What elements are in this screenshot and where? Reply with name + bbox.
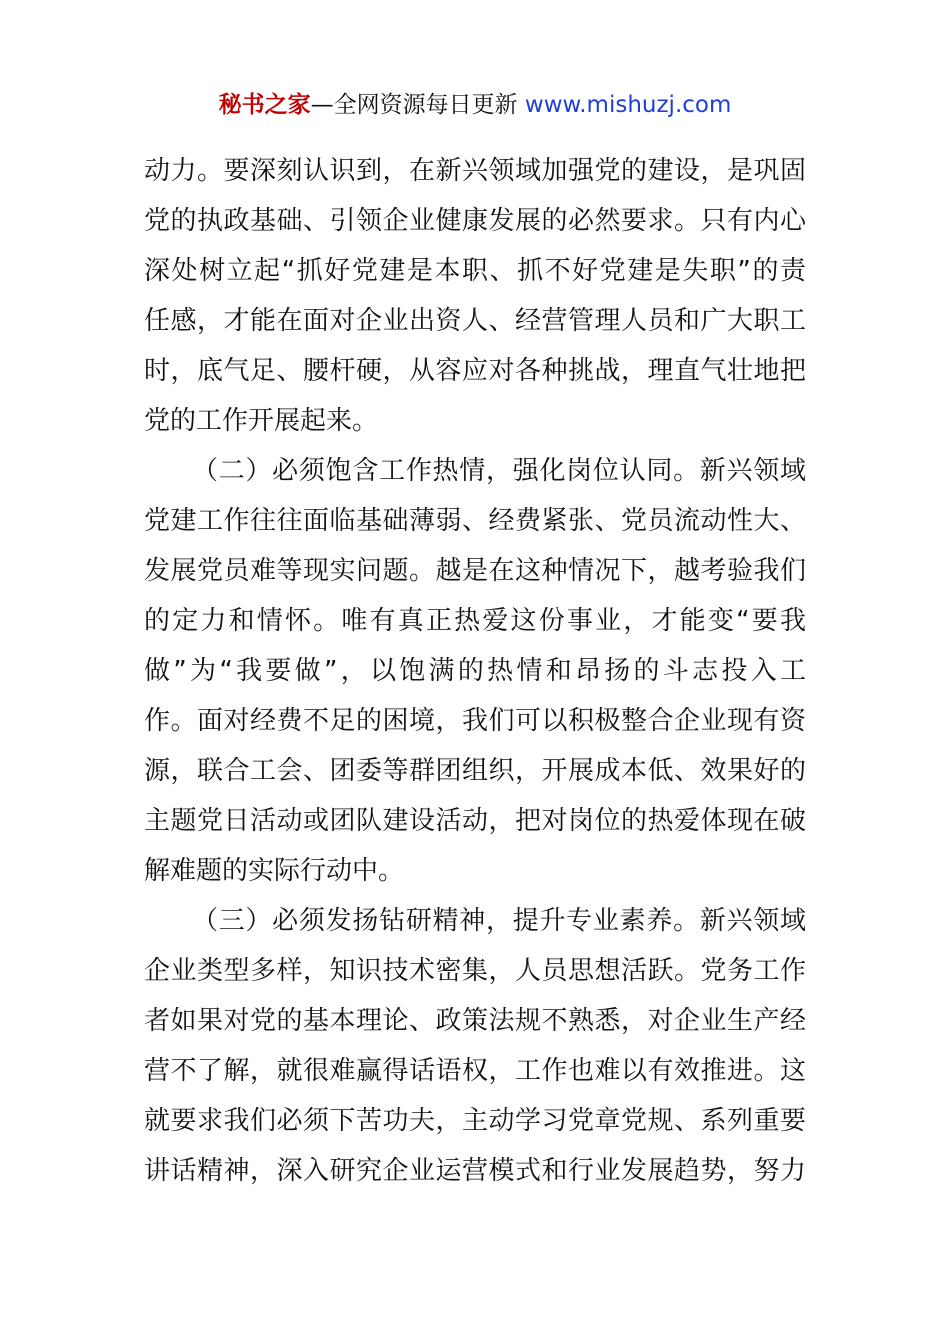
text-line: 就要求我们必须下苦功夫，主动学习党章党规、系列重要 [144, 1106, 806, 1136]
text-line: 动力。要深刻认识到，在新兴领域加强党的建设，是巩固 [144, 156, 806, 186]
text-line: 的定力和情怀。唯有真正热爱这份事业，才能变“要我 [144, 606, 806, 636]
brand-name: 秘书之家 [218, 92, 311, 118]
section-heading-line: （二）必须饱含工作热情，强化岗位认同。新兴领域 [192, 456, 806, 486]
text-line: 主题党日活动或团队建设活动，把对岗位的热爱体现在破 [144, 806, 806, 836]
text-line: 发展党员难等现实问题。越是在这种情况下，越考验我们 [144, 556, 806, 586]
header-tagline: —全网资源每日更新 [310, 92, 525, 118]
text-line: 党建工作往往面临基础薄弱、经费紧张、党员流动性大、 [144, 506, 806, 536]
text-line: 企业类型多样，知识技术密集，人员思想活跃。党务工作 [144, 956, 806, 986]
text-line: 党的执政基础、引领企业健康发展的必然要求。只有内心 [144, 206, 806, 236]
text-line: 党的工作开展起来。 [144, 406, 379, 436]
document-body [144, 146, 806, 1196]
text-line: 源，联合工会、团委等群团组织，开展成本低、效果好的 [144, 756, 806, 786]
page-header [0, 88, 950, 122]
text-line: 营不了解，就很难赢得话语权，工作也难以有效推进。这 [144, 1056, 806, 1086]
text-line: 解难题的实际行动中。 [144, 856, 405, 886]
text-line: 做”为“我要做”，以饱满的热情和昂扬的斗志投入工 [144, 656, 806, 686]
text-line: 时，底气足、腰杆硬，从容应对各种挑战，理直气壮地把 [144, 356, 806, 386]
site-url-link[interactable]: www.mishuzj.com [524, 92, 732, 118]
text-line: 者如果对党的基本理论、政策法规不熟悉，对企业生产经 [144, 1006, 806, 1036]
section-heading-line: （三）必须发扬钻研精神，提升专业素养。新兴领域 [192, 906, 806, 936]
text-line: 任感，才能在面对企业出资人、经营管理人员和广大职工 [144, 306, 806, 336]
text-line: 作。面对经费不足的困境，我们可以积极整合企业现有资 [144, 706, 806, 736]
text-line: 深处树立起“抓好党建是本职、抓不好党建是失职”的责 [144, 256, 806, 286]
text-line: 讲话精神，深入研究企业运营模式和行业发展趋势，努力 [144, 1156, 806, 1186]
